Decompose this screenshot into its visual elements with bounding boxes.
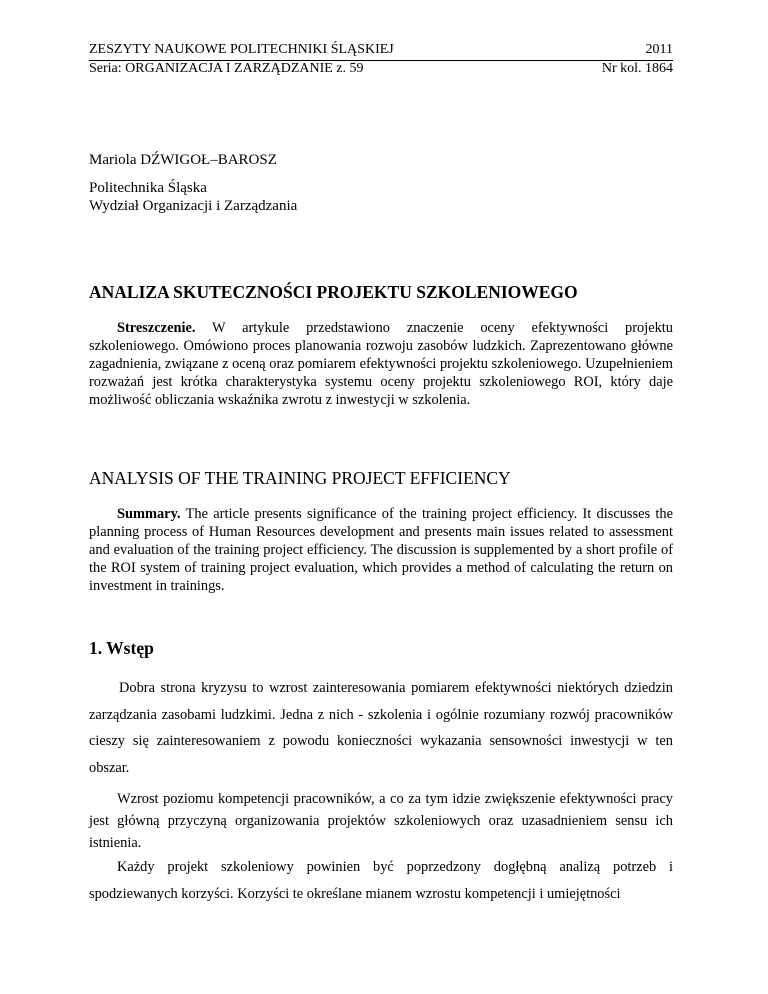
abstract-pl-label: Streszczenie. — [117, 320, 196, 336]
journal-year: 2011 — [645, 42, 673, 57]
paragraph-text: Wzrost poziomu kompetencji pracowników, a co za tym idzie zwiększenie efektywności pracy jest główną przyczyną organizowania projektów szkoleniowych oraz uzasadnieniem sensu ich istnienia. — [89, 791, 673, 851]
abstract-en — [89, 505, 673, 595]
abstract-pl-text: W artykule przedstawiono znaczenie oceny efektywności projektu szkoleniowego. Omówiono proces planowania rozwoju zasobów ludzkich. Zaprezentowano główne zagadnienia, związane z oceną oraz pomiarem efektywności projektu szkoleniowego. Uzupełnieniem rozważań jest krótka charakterystyka systemu oceny projektu szkoleniowego ROI, który daje możliwość obliczania wskaźnika zwrotu z inwestycji w szkolenia. — [89, 320, 673, 408]
author-affiliation — [89, 179, 297, 215]
running-header — [89, 40, 673, 78]
paragraph-text: Dobra strona kryzysu to wzrost zainteresowania pomiarem efektywności niektórych dziedzin zarządzania zasobami ludzkimi. Jedna z nich - szkolenia i ogólnie rozumiany rozwój pracowników cieszy się zainteresowaniem z powodu konieczności wykazania sensowności inwestycji w ten obszar. — [89, 680, 673, 776]
paragraph-text: Każdy projekt szkoleniowy powinien być poprzedzony dogłębną analizą potrzeb i spodziewanych korzyści. Korzyści te określane mianem wzrostu kompetencji i umiejętności — [89, 859, 673, 902]
journal-series: Seria: ORGANIZACJA I ZARZĄDZANIE z. 59 — [89, 61, 364, 76]
body-paragraph-3 — [89, 854, 673, 907]
header-row-1 — [89, 40, 673, 59]
journal-name: ZESZYTY NAUKOWE POLITECHNIKI ŚLĄSKIEJ — [89, 42, 394, 57]
affiliation-institution: Politechnika Śląska — [89, 180, 207, 196]
article-title-en: ANALYSIS OF THE TRAINING PROJECT EFFICIENCY — [89, 468, 511, 488]
abstract-en-label: Summary. — [117, 506, 181, 522]
section-heading: 1. Wstęp — [89, 638, 154, 658]
abstract-en-text: The article presents significance of the training project efficiency. It discusses the planning process of Human Resources development and presents main issues related to assessment and evaluation of the training project efficiency. The discussion is supplemented by a short profile of the ROI system of training project evaluation, which provides a method of calculating the return on investment in trainings. — [89, 506, 673, 594]
journal-number: Nr kol. 1864 — [601, 61, 673, 76]
body-paragraph-2 — [89, 788, 673, 854]
affiliation-faculty: Wydział Organizacji i Zarządzania — [89, 198, 298, 214]
header-row-2 — [89, 59, 673, 78]
header-divider — [89, 60, 673, 61]
abstract-pl — [89, 319, 673, 409]
article-title-pl: ANALIZA SKUTECZNOŚCI PROJEKTU SZKOLENIOWEGO — [89, 282, 578, 302]
author-name: Mariola DŹWIGOŁ–BAROSZ — [89, 152, 277, 168]
body-paragraph-1 — [89, 675, 673, 781]
